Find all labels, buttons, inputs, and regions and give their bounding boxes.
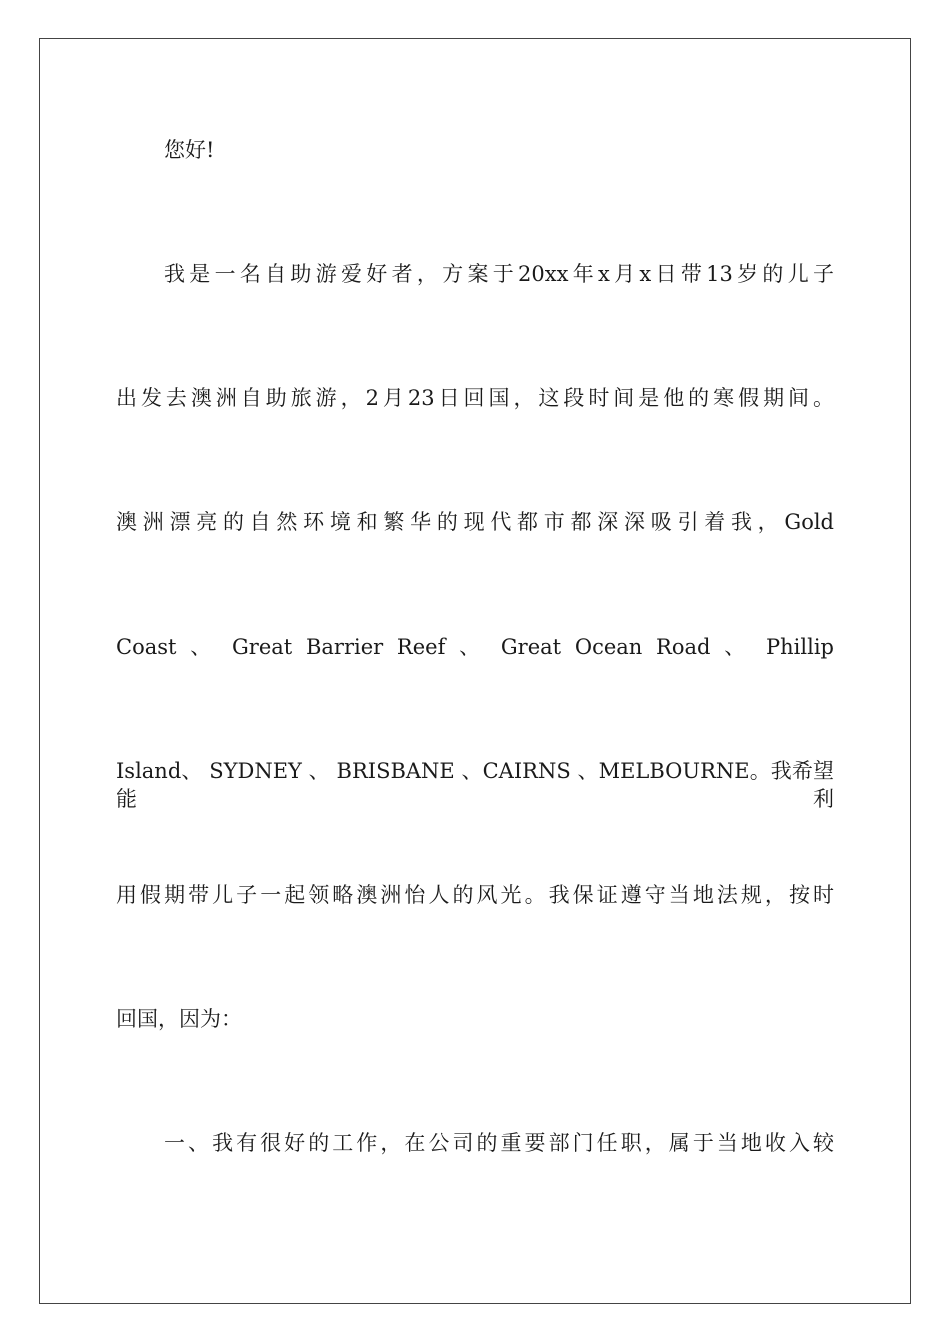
paragraph-line-3: 澳洲漂亮的自然环境和繁华的现代都市都深深吸引着我，Gold (116, 510, 834, 534)
greeting-line: 您好! (164, 138, 215, 162)
paragraph-line-1: 我是一名自助游爱好者，方案于20xx年x月x日带13岁的儿子 (164, 262, 834, 286)
paragraph-line-7: 回国，因为： (116, 1007, 242, 1031)
paragraph-line-2: 出发去澳洲自助旅游，2月23日回国，这段时间是他的寒假期间。 (116, 386, 834, 410)
page-frame (39, 38, 911, 1304)
paragraph-line-8: 一、我有很好的工作，在公司的重要部门任职，属于当地收入较 (164, 1131, 834, 1155)
paragraph-line-6: 用假期带儿子一起领略澳洲怡人的风光。我保证遵守当地法规，按时 (116, 883, 834, 907)
paragraph-line-5: Island、 SYDNEY 、 BRISBANE 、CAIRNS 、MELBOURNE。我希望能利 (116, 759, 834, 811)
paragraph-line-4: Coast 、 Great Barrier Reef 、 Great Ocean Road 、 Phillip (116, 635, 834, 659)
